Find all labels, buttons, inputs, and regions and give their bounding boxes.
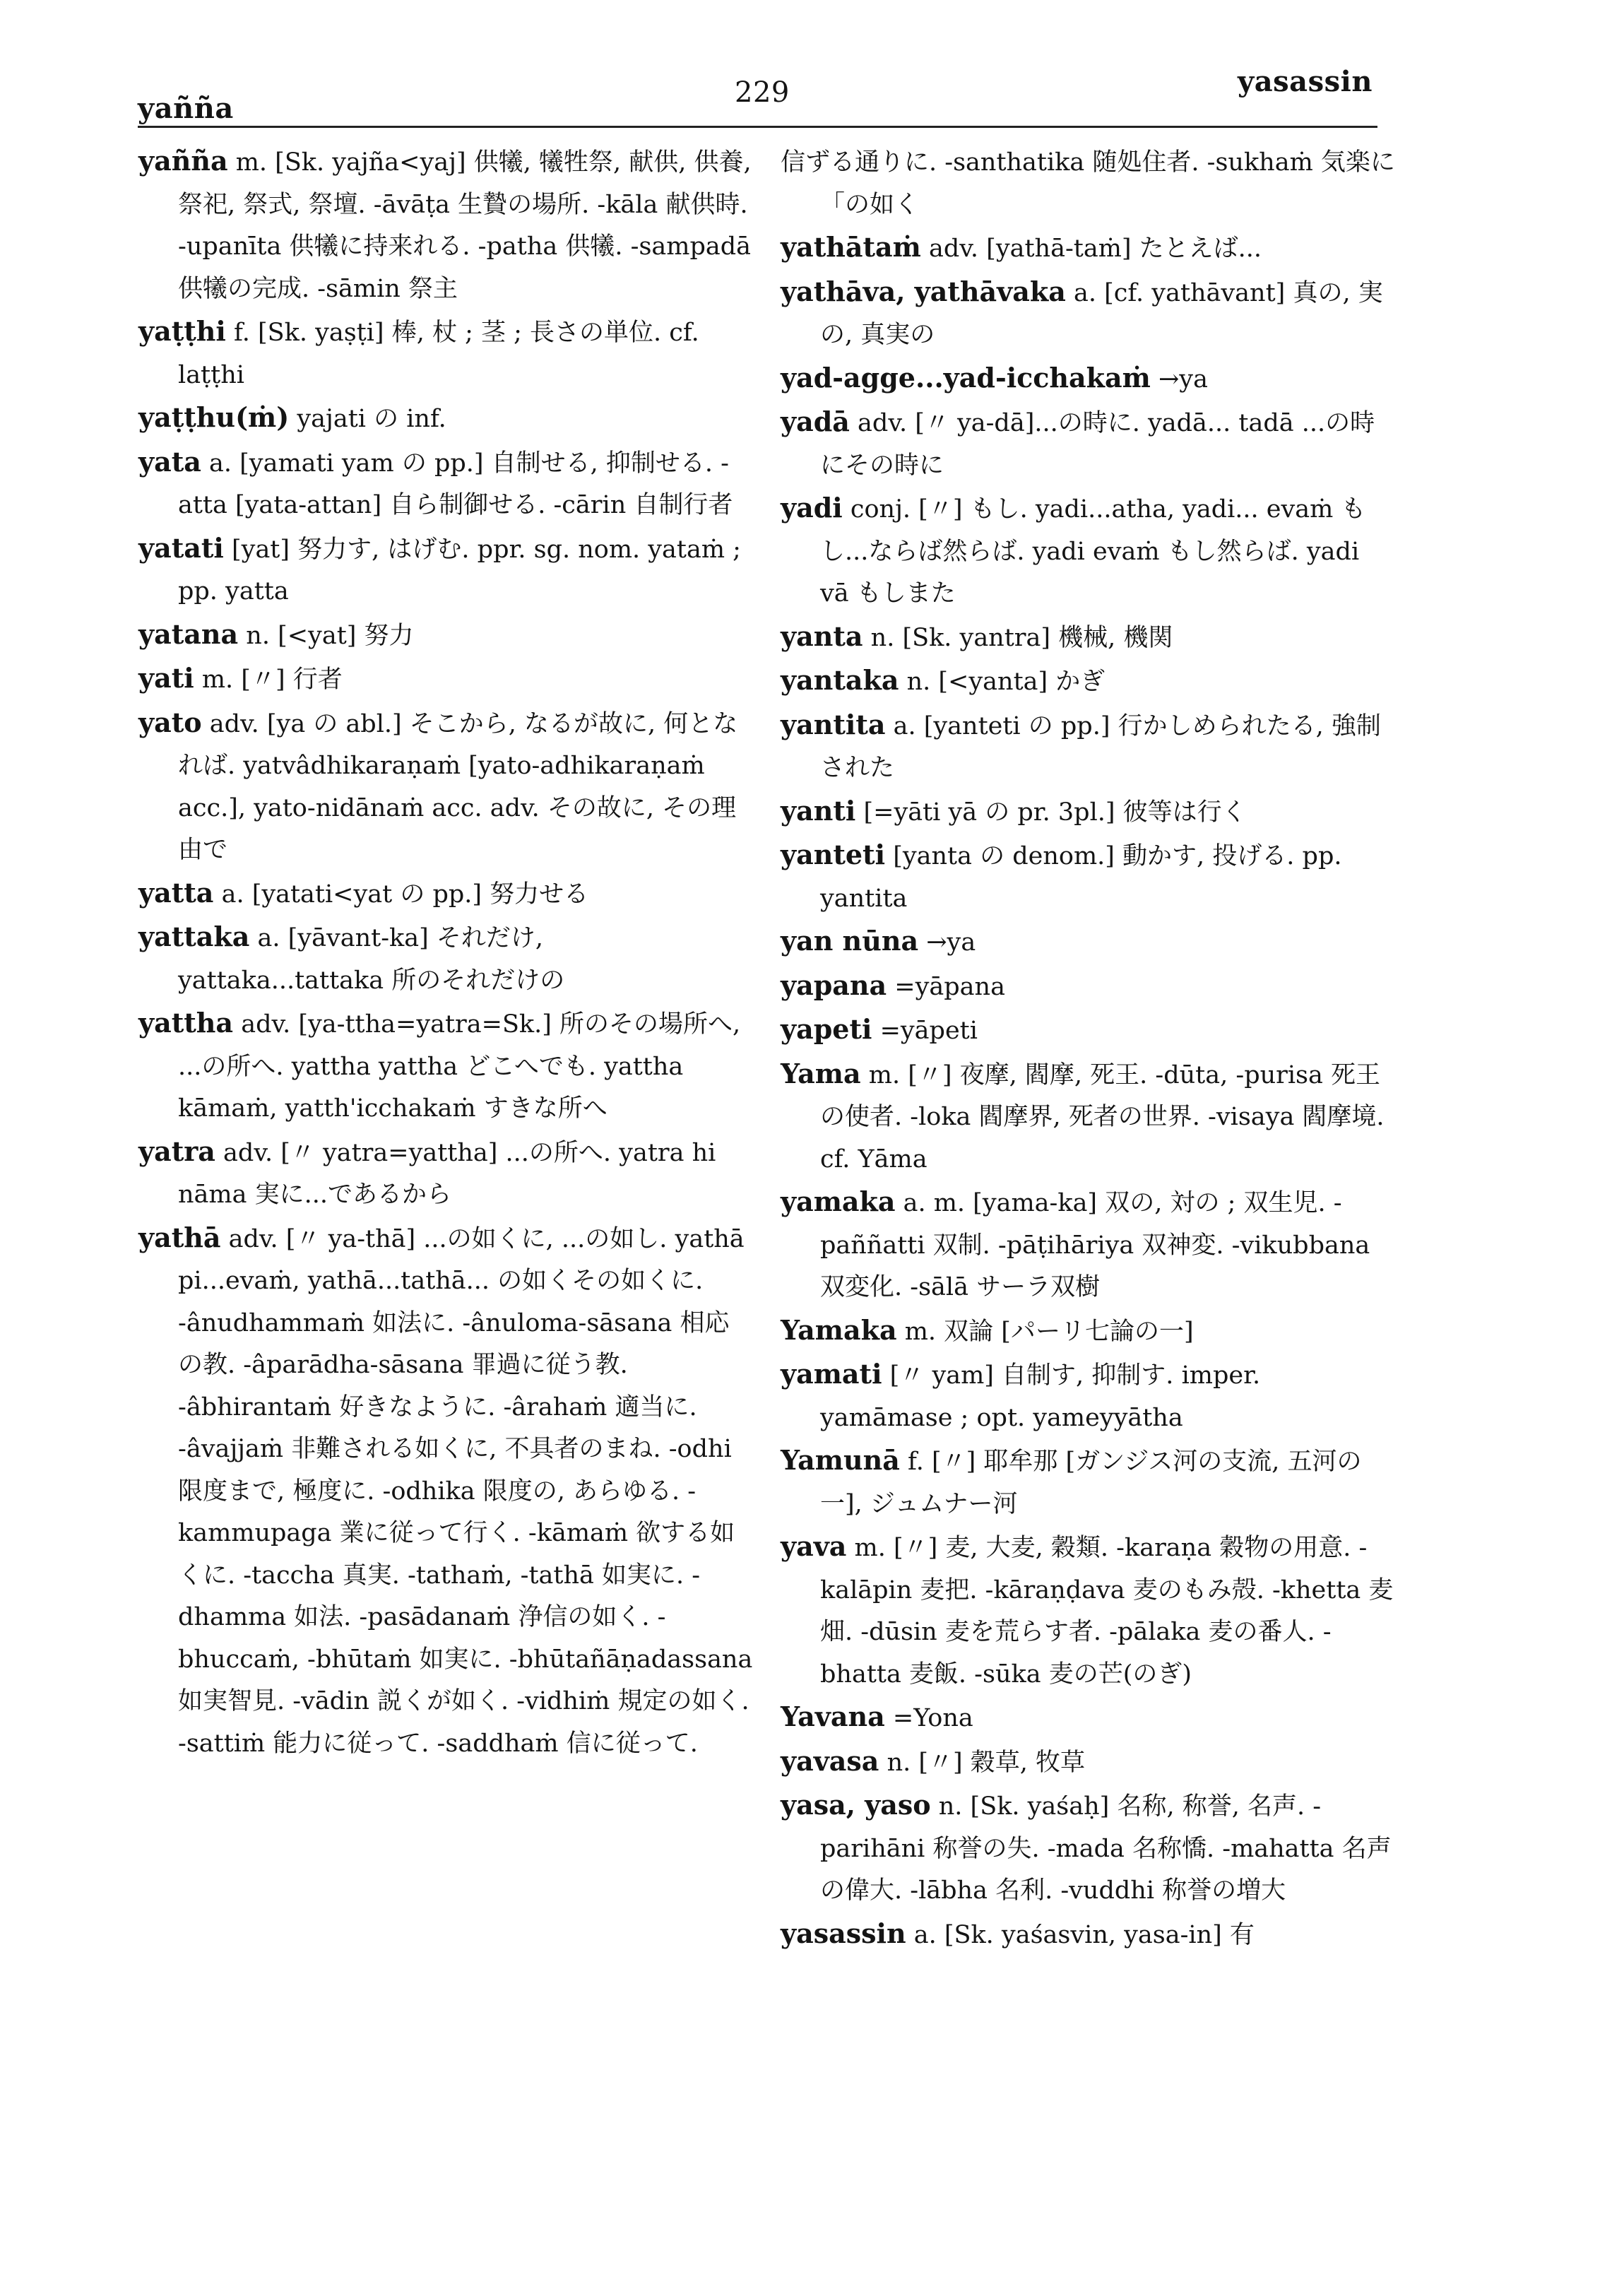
entry-body: n. [Sk. yantra] 機械, 機関: [870, 623, 1173, 652]
entry-headword: yavasa: [781, 1744, 879, 1777]
entry-headword: yañña: [138, 145, 228, 177]
entry-headword: yato: [138, 706, 202, 738]
entry-body: adv. [ya の abl.] そこから, なるが故に, 何となれば. yatvâdhikaraṇaṁ [yato-adhikaraṇaṁ acc.], yato-nidānaṁ acc. adv. その故に, その理由で: [178, 709, 738, 864]
entry: [781, 1912, 1395, 1957]
entry-body: a. m. [yama-ka] 双の, 対の ; 双生児. -paññatti 双制. -pāṭihāriya 双神変. -vikubbana 双変化. -sālā サーラ双樹: [820, 1189, 1370, 1301]
entry-headword: yanteti: [781, 839, 886, 870]
entry: [138, 657, 753, 702]
entry-body: [yat] 努力す, はげむ. ppr. sg. nom. yataṁ ; pp. yatta: [178, 535, 741, 605]
entry-body: n. [<yat] 努力: [246, 621, 414, 650]
entry-headword: Yamunā: [781, 1444, 900, 1476]
entry: [138, 1002, 753, 1130]
entry-body: adv. [〃 ya-thā] ...の如くに, ...の如し. yathā pi...evaṁ, yathā...tathā... の如くその如くに. -ânudhammaṁ 如法に. -ânuloma-sāsana 相応の教. -âparādha-sāsana 罪過に従う教. -âbhirantaṁ 好きなように. -ârahaṁ 適当に. -âvajjaṁ 非難される如くに, 不具者のまね. -odhi 限度まで, 極度に. -odhika 限度の, あらゆる. -kammupaga 業に従って行く. -kāmaṁ 欲する如くに. -taccha 真実. -tathaṁ, -tathā 如実に. -dhamma 如法. -pasādanaṁ 浄信の如く. -bhuccaṁ, -bhūtaṁ 如実に. -bhūtañāṇadassana 如実智見. -vādin 説くが如く. -vidhiṁ 規定の如く. -sattiṁ 能力に従って. -saddhaṁ 信に従って.: [178, 1224, 753, 1758]
entry-headword: yadā: [781, 406, 850, 437]
entry-headword: yasassin: [781, 1917, 906, 1949]
entry-headword: Yama: [781, 1057, 861, 1089]
entry: [138, 1130, 753, 1217]
entry-body: n. [Sk. yaśaḥ] 名称, 称誉, 名声. -parihāni 称誉の失. -mada 名称憍. -mahatta 名声の偉大. -lābha 名利. -vuddhi 称誉の増大: [820, 1792, 1392, 1905]
entry: [138, 527, 753, 613]
entry: [138, 872, 753, 916]
entry-headword: yati: [138, 662, 194, 694]
entry-body: f. [〃] 耶牟那 [ガンジス河の支流, 五河の一], ジュムナー河: [820, 1448, 1362, 1518]
entry-headword: yantita: [781, 708, 886, 740]
entry-body: adv. [〃 yatra=yattha] ...の所へ. yatra hi nāma 実に...であるから: [178, 1138, 716, 1209]
entry: [781, 226, 1395, 271]
header-rule: [138, 126, 1377, 128]
entry-headword: Yamaka: [781, 1313, 897, 1346]
entry-body: m. [〃] 麦, 大麦, 穀類. -karaṇa 穀物の用意. -kalāpin 麦把. -kāraṇḍava 麦のもみ殻. -khetta 麦畑. -dūsin 麦を荒らす者. -pālaka 麦の番人. -bhatta 麦飯. -sūka 麦の芒(のぎ): [820, 1534, 1394, 1689]
entry-headword: yattaka: [138, 921, 250, 952]
entry: [138, 702, 753, 872]
entry-headword: yaṭṭhi: [138, 315, 226, 347]
entry: [138, 1217, 753, 1766]
entry-headword: yanti: [781, 794, 856, 827]
entry: [138, 441, 753, 527]
entry-body: m. [Sk. yajña<yaj] 供犧, 犧牲祭, 献供, 供養, 祭祀, 祭式, 祭壇. -āvāṭa 生贄の場所. -kāla 献供時. -upanīta 供犧に持来れる. -patha 供犧. -sampadā 供犧の完成. -sāmin 祭主: [178, 148, 752, 303]
entry-body: adv. [yathā-taṁ] たとえば...: [929, 235, 1262, 263]
entry-headword: yata: [138, 445, 201, 478]
entry-body: a. [yanteti の pp.] 行かしめられたる, 強制された: [820, 711, 1381, 782]
entry-body: =yāpana: [894, 972, 1005, 1001]
page-number: 229: [735, 76, 790, 109]
entry: [781, 1696, 1395, 1740]
entry-headword: yatta: [138, 876, 214, 909]
right-column: [781, 140, 1395, 1956]
entry: [781, 659, 1395, 704]
entry-body: =Yona: [892, 1704, 973, 1732]
entry: [781, 790, 1395, 834]
running-head-left: yañña: [138, 92, 234, 125]
left-column: [138, 140, 753, 1765]
entry: [781, 1784, 1395, 1912]
entry-body: m. [〃] 夜摩, 閻摩, 死王. -dūta, -purisa 死王の使者. -loka 閻摩界, 死者の世界. -visaya 閻摩境. cf. Yāma: [820, 1060, 1385, 1173]
entry: [781, 1740, 1395, 1785]
entry: [781, 1309, 1395, 1354]
entry-headword: yatra: [138, 1135, 215, 1167]
entry-headword: yaṭṭhu(ṁ): [138, 401, 290, 433]
entry-body: conj. [〃] もし. yadi...atha, yadi... evaṁ もし...ならば然らば. yadi evaṁ もし然らば. yadi vā もしまた: [820, 495, 1366, 608]
entry-headword: yathātaṁ: [781, 231, 921, 263]
entry-body: n. [〃] 穀草, 牧草: [887, 1748, 1086, 1777]
entry-headword: yad-agge...yad-icchakaṁ: [781, 361, 1151, 394]
entry: [781, 1353, 1395, 1439]
entry-body: a. [yamati yam の pp.] 自制せる, 抑制せる. -atta [yata-attan] 自ら制御せる. -cārin 自制行者: [178, 449, 733, 519]
entry-body: f. [Sk. yaṣṭi] 棒, 杖 ; 茎 ; 長さの単位. cf. laṭṭhi: [178, 319, 699, 389]
entry-headword: yathāva, yathāvaka: [781, 275, 1066, 307]
entry-headword: yantaka: [781, 664, 899, 696]
entry-headword: yamaka: [781, 1186, 896, 1217]
entry: [781, 704, 1395, 790]
entry: [781, 401, 1395, 487]
entry-headword: yamati: [781, 1358, 882, 1390]
entry-headword: yatati: [138, 531, 224, 564]
entry-body: [〃 yam] 自制す, 抑制す. imper. yamāmase ; opt. yameyyātha: [820, 1361, 1261, 1432]
entry-body: n. [<yanta] かぎ: [906, 668, 1106, 696]
entry-body: m. [〃] 行者: [201, 666, 343, 694]
entry-body: a. [yāvant-ka] それだけ, yattaka...tattaka 所のそれだけの: [178, 924, 565, 995]
entry: [781, 487, 1395, 615]
entry-headword: yapeti: [781, 1013, 872, 1045]
entry: [781, 615, 1395, 660]
entry-headword: yasa, yaso: [781, 1789, 931, 1821]
entry: [781, 1053, 1395, 1181]
entry: [781, 1181, 1395, 1309]
entry: [138, 916, 753, 1002]
entry-body: a. [yatati<yat の pp.] 努力せる: [221, 880, 589, 909]
entry-body: yajati の inf.: [297, 405, 446, 433]
entry-body: [yanta の denom.] 動かす, 投げる. pp. yantita: [820, 842, 1342, 913]
entry: [781, 834, 1395, 920]
entry-headword: yan nūna: [781, 925, 919, 957]
entry-body: a. [cf. yathāvant] 真の, 実の, 真実の: [820, 278, 1383, 349]
entry-headword: yattha: [138, 1007, 234, 1039]
entry-body: a. [Sk. yaśasvin, yasa-in] 有: [913, 1920, 1255, 1949]
entry: [781, 1008, 1395, 1053]
entry: [781, 357, 1395, 401]
entry: [781, 140, 1395, 226]
entry-headword: yava: [781, 1530, 847, 1562]
entry: [138, 613, 753, 658]
entry-body: =yāpeti: [879, 1017, 978, 1045]
entry-body: adv. [ya-ttha=yatra=Sk.] 所のその場所へ, ...の所へ. yattha yattha どこへでも. yattha kāmaṁ, yatth'icchakaṁ すきな所へ: [178, 1010, 741, 1123]
entry: [781, 920, 1395, 964]
running-head-right: yasassin: [1238, 65, 1373, 98]
entry: [138, 310, 753, 396]
entry-body: [=yāti yā の pr. 3pl.] 彼等は行く: [863, 798, 1247, 827]
entry-headword: yadi: [781, 492, 843, 524]
entry: [781, 1439, 1395, 1525]
entry-body: adv. [〃 ya-dā]...の時に. yadā... tadā ...の時にその時に: [820, 409, 1375, 480]
entry: [138, 396, 753, 441]
entry: [138, 140, 753, 310]
entry-body: →ya: [1158, 365, 1208, 394]
entry-headword: yatana: [138, 617, 239, 650]
entry: [781, 271, 1395, 357]
entry-body: 信ずる通りに. -santhatika 随処住者. -sukhaṁ 気楽に 「の如く: [781, 148, 1395, 219]
entry-body: →ya: [926, 928, 976, 957]
entry: [781, 964, 1395, 1009]
entry-headword: yathā: [138, 1221, 221, 1253]
entry-headword: Yavana: [781, 1701, 885, 1732]
entry-headword: yanta: [781, 620, 863, 652]
entry-headword: yapana: [781, 969, 887, 1001]
entry-body: m. 双論 [パーリ七論の一]: [904, 1317, 1194, 1346]
entry: [781, 1525, 1395, 1696]
